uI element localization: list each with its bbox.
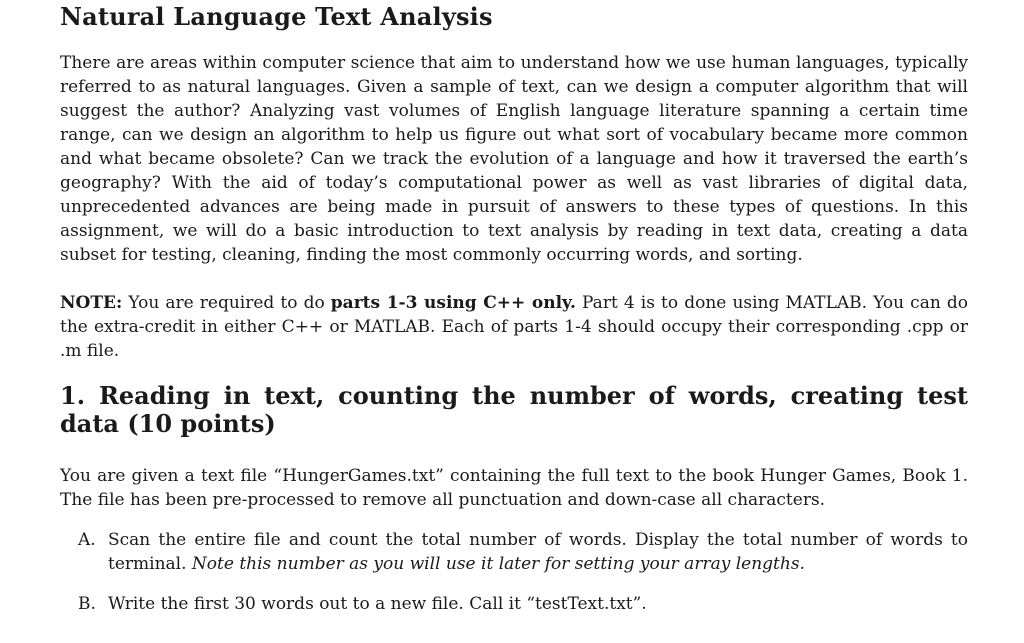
note-pre-text: You are required to do [122, 293, 331, 313]
note-bold-text: parts 1-3 using C++ only. [330, 293, 576, 313]
note-paragraph [60, 291, 968, 363]
steps-list [78, 528, 968, 632]
list-marker: A. [78, 530, 96, 550]
note-label: NOTE: [60, 293, 123, 313]
note-post-text: Part 4 is to done using MATLAB. You can do the extra-credit in either C++ or MATLAB. Each of parts 1-4 should occupy their corresponding .cpp or .m file. [60, 293, 968, 361]
list-item-note: Note this number as you will use it later for setting your array lengths. [191, 554, 805, 574]
list-marker: B. [78, 594, 96, 614]
intro-paragraph: There are areas within computer science that aim to understand how we use human languages, typically referred to as natural languages. Given a sample of text, can we design a computer algorithm that will suggest the author? Analyzing vast volumes of English language literature spanning a certain time range, can we design an algorithm to help us figure out what sort of vocabulary became more common and what became obsolete? Can we track the evolution of a language and how it traversed the earth’s geography? With the aid of today’s computational power as well as vast libraries of digital data, unprecedented advances are being made in pursuit of answers to these types of questions. In this assignment, we will do a basic introduction to text analysis by reading in text data, creating a data subset for testing, cleaning, finding the most commonly occurring words, and sorting. [60, 53, 968, 265]
section-1-intro: You are given a text file “HungerGames.txt” containing the full text to the book Hunger Games, Book 1. The file has been pre-processed to remove all punctuation and down-case all characters. [60, 466, 968, 510]
list-item-text: Write the first 30 words out to a new file. Call it “testText.txt”. [108, 594, 647, 614]
list-item [78, 592, 968, 616]
section-1-heading: 1. Reading in text, counting the number of words, creating test data (10 points) [60, 381, 968, 438]
list-item [78, 528, 968, 576]
page-title: Natural Language Text Analysis [60, 2, 493, 31]
list-item-text: Scan the entire file and count the total number of words. Display the total number of words to terminal. [108, 530, 968, 574]
